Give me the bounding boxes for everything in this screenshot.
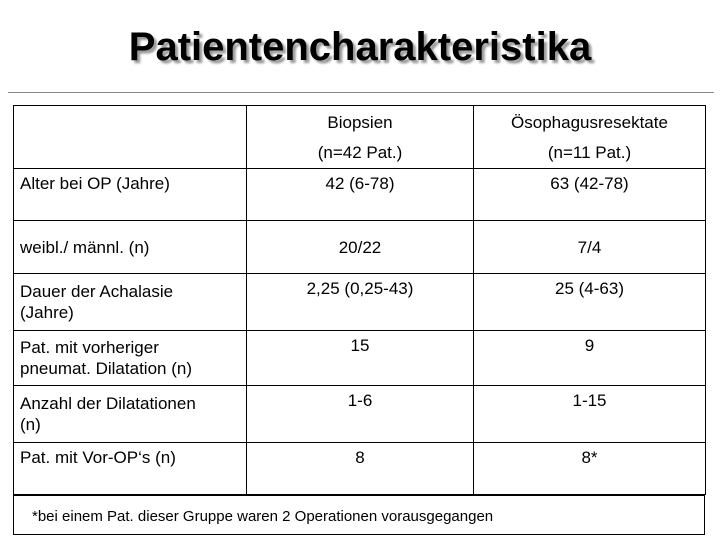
patient-characteristics-table [13, 105, 706, 495]
title-divider [8, 92, 714, 93]
row-label: Pat. mit Vor-OP‘s (n) [14, 443, 247, 495]
cell-biopsien: 1-6 [247, 386, 474, 443]
table-row [14, 331, 706, 386]
header-biopsien-label: Biopsien [327, 112, 393, 132]
header-biopsien-count: (n=42 Pat.) [317, 142, 403, 162]
row-label-line: Dauer der Achalasie [20, 282, 174, 301]
slide-title: Patientencharakteristika [128, 25, 592, 69]
footnote-box [13, 495, 705, 535]
table-row [14, 386, 706, 443]
cell-biopsien: 8 [247, 443, 474, 495]
header-oesophagusresektate-label: Ösophagusresektate [511, 112, 668, 132]
table-row [14, 274, 706, 331]
footnote-text: *bei einem Pat. dieser Gruppe waren 2 Operationen vorausgegangen [32, 508, 494, 525]
row-label-line: pneumat. Dilatation (n) [20, 359, 192, 378]
cell-oesophagusresektate: 8* [474, 443, 706, 495]
row-label [14, 274, 247, 331]
table-row [14, 443, 706, 495]
cell-biopsien: 15 [247, 331, 474, 386]
row-label-line: (n) [20, 415, 41, 434]
cell-biopsien: 20/22 [247, 221, 474, 274]
header-oesophagusresektate [474, 106, 706, 169]
row-label-line: Anzahl der Dilatationen [20, 394, 196, 413]
row-label [14, 331, 247, 386]
cell-oesophagusresektate: 7/4 [474, 221, 706, 274]
table-row [14, 169, 706, 221]
cell-biopsien: 42 (6-78) [247, 169, 474, 221]
header-biopsien [247, 106, 474, 169]
cell-biopsien: 2,25 (0,25-43) [247, 274, 474, 331]
row-label-line: Pat. mit vorheriger [20, 338, 159, 357]
cell-oesophagusresektate: 9 [474, 331, 706, 386]
row-label: weibl./ männl. (n) [14, 221, 247, 274]
header-oesophagusresektate-count: (n=11 Pat.) [547, 142, 632, 162]
cell-oesophagusresektate: 63 (42-78) [474, 169, 706, 221]
table-header-row [14, 106, 706, 169]
cell-oesophagusresektate: 1-15 [474, 386, 706, 443]
row-label-line: (Jahre) [20, 303, 74, 322]
row-label: Alter bei OP (Jahre) [14, 169, 247, 221]
cell-oesophagusresektate: 25 (4-63) [474, 274, 706, 331]
table-row [14, 221, 706, 274]
row-label [14, 386, 247, 443]
header-corner-cell [14, 106, 247, 169]
